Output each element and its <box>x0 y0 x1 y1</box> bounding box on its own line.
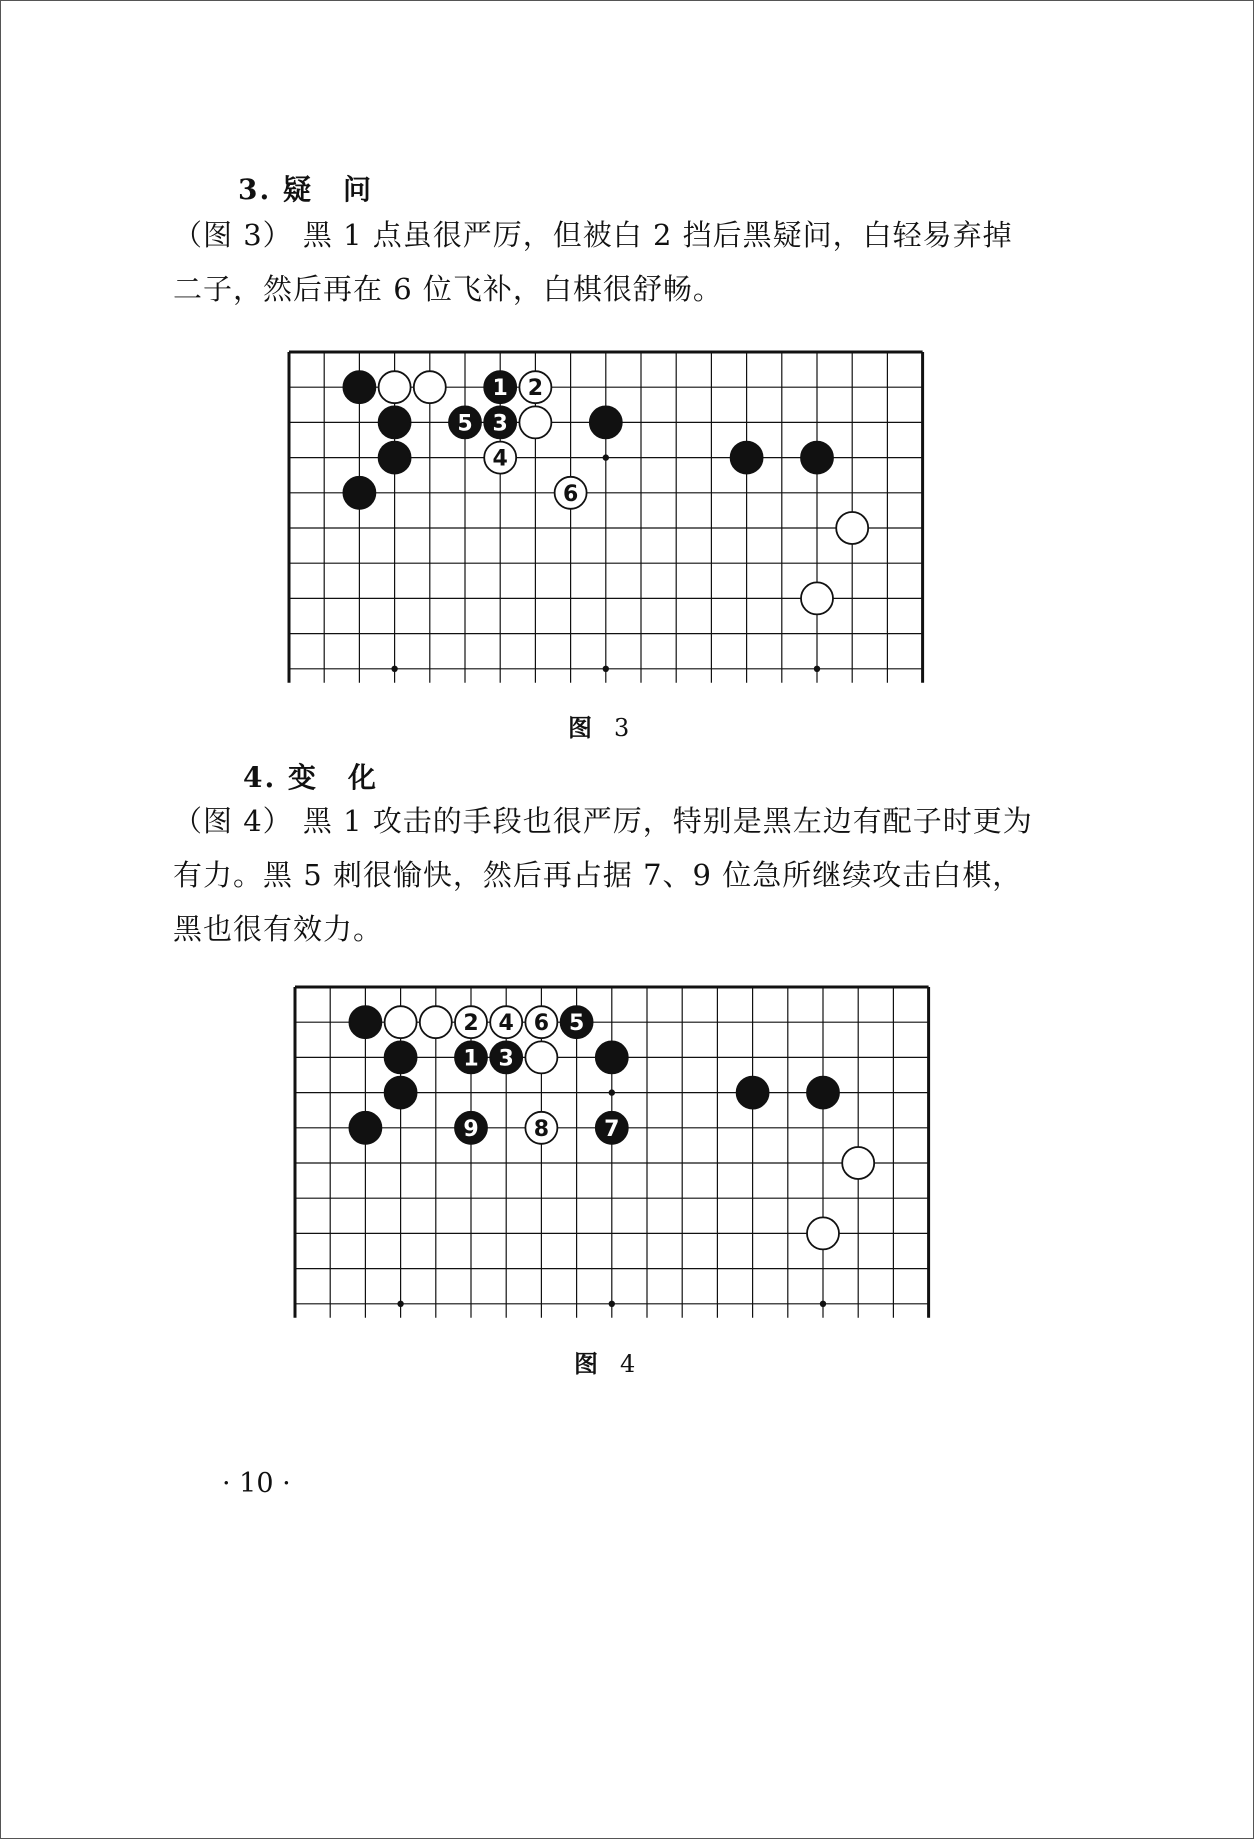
move-number: 6 <box>562 481 579 507</box>
caption-number: 4 <box>620 1350 636 1378</box>
white-stone <box>801 582 833 614</box>
white-stone-2 <box>455 1006 487 1038</box>
black-stone <box>590 406 622 438</box>
star-point <box>397 1301 403 1307</box>
move-number: 1 <box>463 1046 479 1072</box>
stone-disc <box>801 442 833 474</box>
stone-disc <box>385 1006 417 1038</box>
stone-disc <box>420 1006 452 1038</box>
figure-caption-3 <box>568 708 629 743</box>
move-number: 7 <box>604 1116 620 1142</box>
black-stone <box>807 1077 839 1109</box>
black-stone <box>343 371 375 403</box>
stone-disc <box>343 477 375 509</box>
star-point <box>603 454 609 460</box>
paragraph-3: （图 3） 黑 1 点虽很严厉，但被白 2 挡后黑疑问，白轻易弃掉二子，然后再在 6 位飞补，白棋很舒畅。 <box>173 218 1013 306</box>
black-stone-3 <box>490 1041 522 1073</box>
move-number: 2 <box>463 1011 479 1037</box>
white-stone <box>807 1217 839 1249</box>
black-stone <box>349 1112 381 1144</box>
black-stone <box>349 1006 381 1038</box>
stone-disc <box>385 1077 417 1109</box>
star-point <box>603 666 609 672</box>
stone-disc <box>349 1006 381 1038</box>
stone-disc <box>385 1041 417 1073</box>
go-diagram-figure-4 <box>293 985 935 1327</box>
caption-label: 图 <box>568 713 592 742</box>
move-number: 4 <box>498 1011 514 1037</box>
black-stone <box>379 442 411 474</box>
stone-disc <box>519 406 551 438</box>
move-number: 3 <box>492 411 508 437</box>
black-stone-3 <box>484 406 516 438</box>
go-diagram-figure-3 <box>287 350 929 692</box>
move-number: 3 <box>498 1046 514 1072</box>
black-stone-1 <box>484 371 516 403</box>
stone-disc <box>801 582 833 614</box>
paragraph-4: （图 4） 黑 1 攻击的手段也很严厉，特别是黑左边有配子时更为有力。黑 5 刺很愉快，然后再占据 7、9 位急所继续攻击白棋，黑也很有效力。 <box>173 804 1033 946</box>
caption-label: 图 <box>574 1349 598 1378</box>
white-stone-6 <box>555 477 587 509</box>
figure-caption-4 <box>574 1344 635 1379</box>
stone-disc <box>596 1041 628 1073</box>
white-stone-4 <box>490 1006 522 1038</box>
move-number: 4 <box>492 446 508 472</box>
black-stone <box>596 1041 628 1073</box>
white-stone <box>414 371 446 403</box>
white-stone-2 <box>519 371 551 403</box>
star-point <box>814 666 820 672</box>
black-stone <box>385 1077 417 1109</box>
move-number: 9 <box>463 1116 479 1142</box>
white-stone <box>519 406 551 438</box>
stone-disc <box>731 442 763 474</box>
move-number: 1 <box>492 376 508 402</box>
black-stone <box>731 442 763 474</box>
black-stone-5 <box>449 406 481 438</box>
black-stone-5 <box>561 1006 593 1038</box>
stone-disc <box>737 1077 769 1109</box>
white-stone <box>842 1147 874 1179</box>
stone-disc <box>349 1112 381 1144</box>
black-stone-7 <box>596 1112 628 1144</box>
caption-number: 3 <box>614 714 630 742</box>
stone-disc <box>842 1147 874 1179</box>
white-stone <box>379 371 411 403</box>
section-heading-4: 4. 变 化 <box>243 761 378 794</box>
white-stone-8 <box>525 1112 557 1144</box>
move-number: 8 <box>533 1116 550 1142</box>
stone-disc <box>590 406 622 438</box>
move-number: 5 <box>457 411 473 437</box>
star-point <box>820 1301 826 1307</box>
white-stone-6 <box>525 1006 557 1038</box>
star-point <box>609 1301 615 1307</box>
black-stone <box>737 1077 769 1109</box>
move-number: 5 <box>568 1011 585 1037</box>
black-stone <box>343 477 375 509</box>
black-stone-9 <box>455 1112 487 1144</box>
stone-disc <box>343 371 375 403</box>
stone-disc <box>525 1041 557 1073</box>
white-stone <box>525 1041 557 1073</box>
black-stone <box>385 1041 417 1073</box>
stone-disc <box>414 371 446 403</box>
page-number: · 10 · <box>222 1468 291 1499</box>
stone-disc <box>807 1077 839 1109</box>
star-point <box>391 666 397 672</box>
stone-disc <box>836 512 868 544</box>
stone-disc <box>379 371 411 403</box>
move-number: 6 <box>533 1011 550 1037</box>
white-stone <box>420 1006 452 1038</box>
black-stone-1 <box>455 1041 487 1073</box>
stone-disc <box>807 1217 839 1249</box>
section-heading-3: 3. 疑 问 <box>238 173 373 206</box>
stone-disc <box>379 406 411 438</box>
black-stone <box>801 442 833 474</box>
white-stone-4 <box>484 442 516 474</box>
white-stone <box>836 512 868 544</box>
stone-disc <box>379 442 411 474</box>
black-stone <box>379 406 411 438</box>
star-point <box>609 1089 615 1095</box>
move-number: 2 <box>527 376 544 402</box>
white-stone <box>385 1006 417 1038</box>
